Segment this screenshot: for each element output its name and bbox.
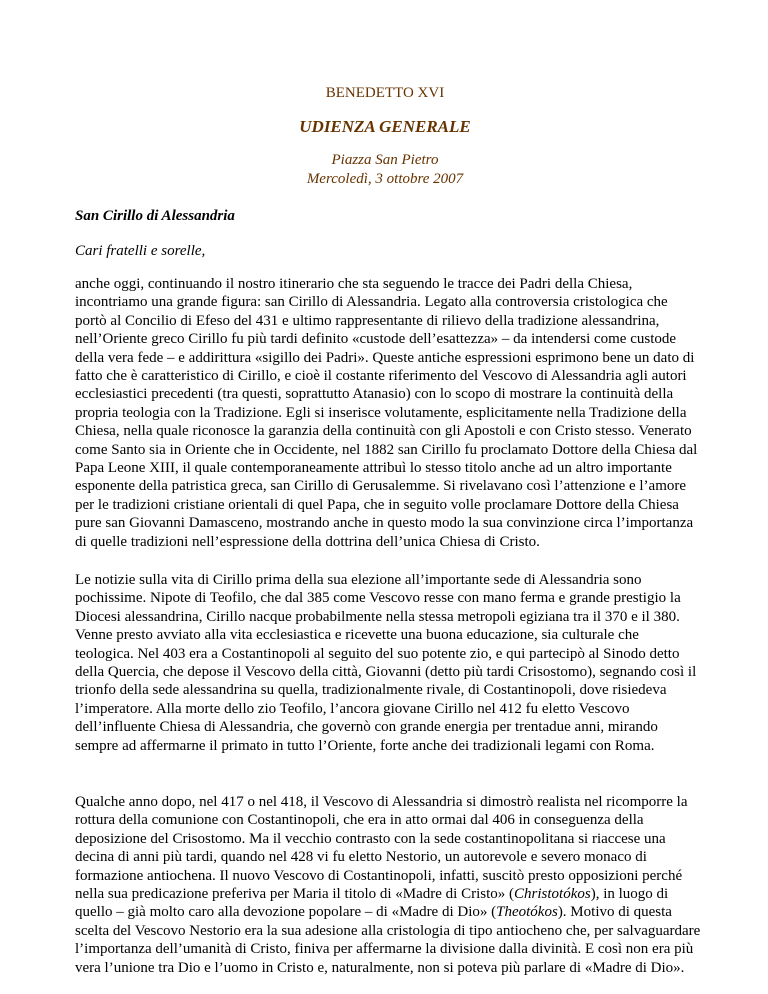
author-heading: BENEDETTO XVI [325, 85, 445, 101]
place-line: Piazza San Pietro [331, 152, 439, 168]
paragraph-3 [75, 793, 701, 977]
term-theotokos: Theotókos [496, 904, 558, 921]
date-line: Mercoledì, 3 ottobre 2007 [306, 171, 464, 187]
paragraph-2: Le notizie sulla vita di Cirillo prima della sua elezione all’importante sede di Alessandria sono pochissime. Nipote di Teofilo, che dal 385 come Vescovo resse con mano ferma e grande prestigio la Diocesi alessandrina, Cirillo nacque probabilmente nella stessa metropoli egiziana tra il 370 e il 380. Venne presto avviato alla vita ecclesiastica e ricevette una buona educazione, sia culturale che teologica. Nel 403 era a Costantinopoli al seguito del suo potente zio, e qui partecipò al Sinodo detto della Quercia, che depose il Vescovo della città, Giovanni (detto più tardi Crisostomo), segnando così il trionfo della sede alessandrina su quella, tradizionalmente rivale, di Costantinopoli, dove risiedeva l’imperatore. Alla morte dello zio Teofilo, l’ancora giovane Cirillo nel 412 fu eletto Vescovo dell’influente Chiesa di Alessandria, che governò con grande energia per trentadue anni, mirando sempre ad affermarne il primato in tutto l’Oriente, forte anche dei tradizionali legami con Roma. [75, 572, 697, 754]
paragraph-1: anche oggi, continuando il nostro itinerario che sta seguendo le tracce dei Padri della Chiesa, incontriamo una grande figura: san Cirillo di Alessandria. Legato alla controversia cristologica che portò al Concilio di Efeso del 431 e ultimo rappresentante di rilievo della tradizione alessandrina, nell’Oriente greco Cirillo fu più tardi definito «custode dell’esattezza» – da intendersi come custode della vera fede – e addirittura «sigillo dei Padri». Queste antiche espressioni esprimono bene un dato di fatto che è caratteristico di Cirillo, e cioè il costante riferimento del Vescovo di Alessandria agli autori ecclesiastici precedenti (tra questi, soprattutto Atanasio) con lo scopo di mostrare la continuità della propria teologia con la Tradizione. Egli si inserisce volutamente, esplicitamente nella Tradizione della Chiesa, nella quale riconosce la garanzia della continuità con gli Apostoli e con Cristo stesso. Venerato come Santo sia in Oriente che in Occidente, nel 1882 san Cirillo fu proclamato Dottore della Chiesa dal Papa Leone XIII, il quale contemporaneamente attribuì lo stesso titolo anche ad un altro importante esponente della patristica greca, san Cirillo di Gerusalemme. Si rivelavano così l’attenzione e l’amore per le tradizioni cristiane orientali di quel Papa, che in seguito volle proclamare Dottore della Chiesa pure san Giovanni Damasceno, mostrando anche in questo modo la sua convinzione circa l’importanza di quelle tradizioni nell’espressione della dottrina dell’unica Chiesa di Cristo. [75, 276, 698, 550]
paragraph-3-text-c: ). Motivo di questa scelta del Vescovo Nestorio era la sua adesione alla cristologia di tipo antiocheno che, per salvaguardare l’importanza dell’umanità di Cristo, finiva per affermarne la divisione dalla divinità. E così non era più vera l’unione tra Dio e l’uomo in Cristo e, naturalmente, non si poteva più parlare di «Madre di Dio». [75, 904, 701, 976]
paragraph-3-text-b: ), in luogo di quello – già molto caro alla devozione popolare – di «Madre di Dio» ( [75, 886, 669, 921]
term-christotokos: Christotókos [514, 886, 591, 903]
paragraph-3-text-a: Qualche anno dopo, nel 417 o nel 418, il Vescovo di Alessandria si dimostrò realista nel ricomporre la rottura della comunione con Costantinopoli, che era in atto ormai dal 406 in conseguenza della deposizione del Crisostomo. Ma il vecchio contrasto con la sede costantinopolitana si riaccese una decina di anni più tardi, quando nel 428 vi fu eletto Nestorio, un autorevole e severo monaco di formazione antiochena. Il nuovo Vescovo di Costantinopoli, infatti, suscitò presto opposizioni perché nella sua predicazione preferiva per Maria il titolo di «Madre di Cristo» ( [75, 794, 688, 903]
salutation: Cari fratelli e sorelle, [75, 243, 206, 259]
page-title: UDIENZA GENERALE [299, 117, 471, 136]
place-date-block [75, 151, 695, 189]
section-title: San Cirillo di Alessandria [75, 208, 235, 224]
